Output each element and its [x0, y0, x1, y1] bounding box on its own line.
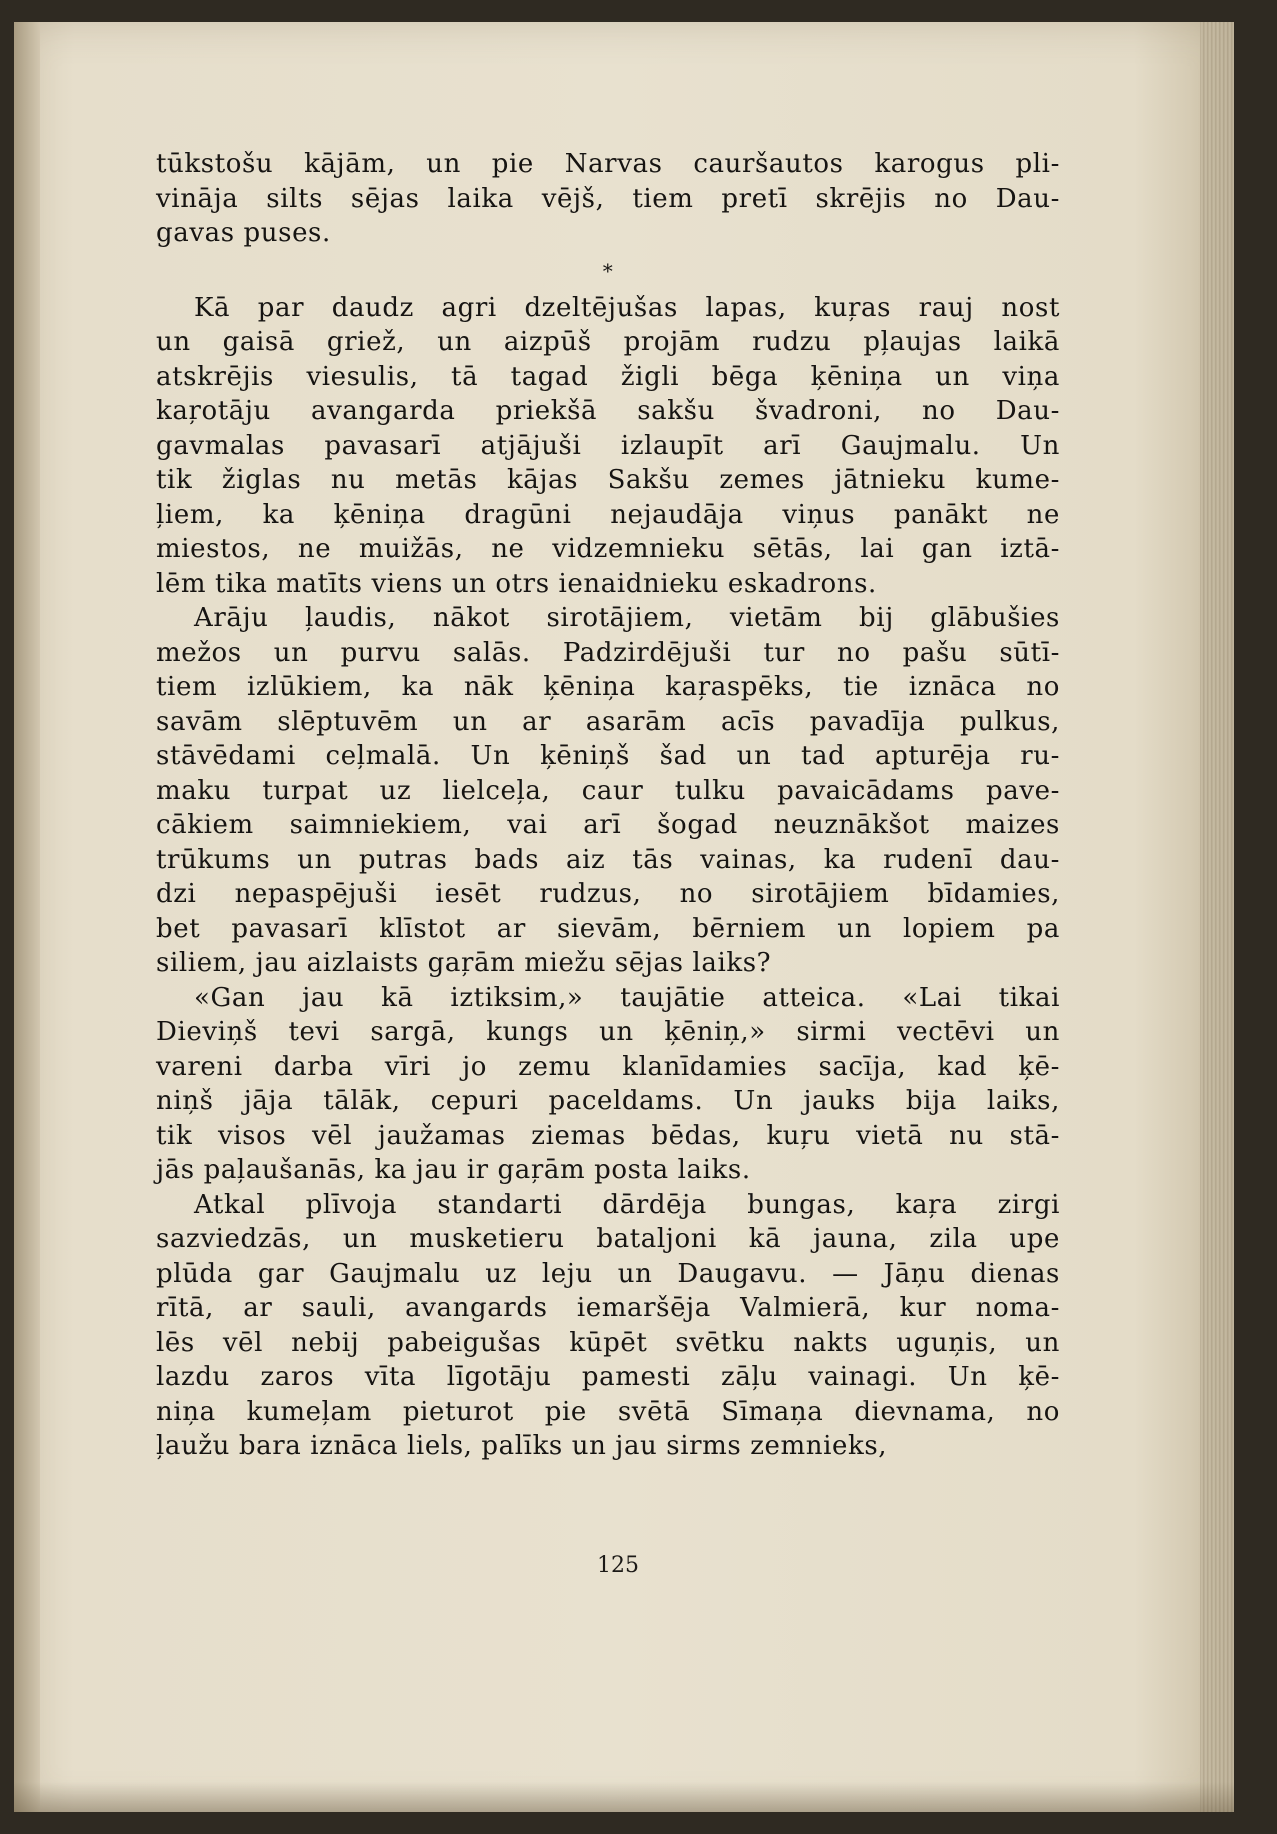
text-line: Dieviņš tevi sargā, kungs un ķēniņ,» sirmi vectēvi un — [156, 1017, 1060, 1047]
text-line: bet pavasarī klīstot ar sievām, bērniem un lopiem pa — [156, 913, 1060, 944]
text-line: niņa kumeļam pieturot pie svētā Sīmaņa dievnama, no — [156, 1396, 1060, 1427]
page-number: 125 — [597, 1553, 639, 1578]
text-line: stāvēdami ceļmalā. Un ķēniņš šad un tad apturēja ru- — [156, 741, 1060, 771]
text-line: Kā par daudz agri dzeltējušas lapas, kuŗas rauj nost — [194, 292, 1060, 323]
text-line: vināja silts sējas laika vējš, tiem pretī skrējis no Dau- — [156, 183, 1060, 214]
text-line: tiem izlūkiem, ka nāk ķēniņa kaŗaspēks, tie iznāca no — [156, 672, 1060, 702]
text-line: «Gan jau kā iztiksim,» taujātie atteica. «Lai tikai — [194, 982, 1060, 1013]
text-line: plūda gar Gaujmalu uz leju un Daugavu. — Jāņu dienas — [156, 1258, 1060, 1289]
body-text — [156, 147, 1060, 1464]
page-bottom-shadow — [14, 1782, 1234, 1812]
text-line: kaŗotāju avangarda priekšā sakšu švadroni, no Dau- — [156, 396, 1060, 426]
text-line: maku turpat uz lielceļa, caur tulku pavaicādams pave- — [156, 775, 1060, 806]
text-line: siliem, jau aizlaists gaŗām miežu sējas laiks? — [156, 948, 772, 978]
text-line: sazviedzās, un musketieru bataljoni kā jauna, zila upe — [156, 1224, 1060, 1254]
binding-edge — [14, 22, 40, 1812]
text-line: atskrējis viesulis, tā tagad žigli bēga ķēniņa un viņa — [156, 361, 1060, 392]
section-separator: * — [602, 258, 614, 283]
text-line: gavmalas pavasarī atjājuši izlaupīt arī Gaujmalu. Un — [156, 430, 1060, 461]
text-line: lazdu zaros vīta līgotāju pamesti zāļu vainagi. Un ķē- — [156, 1362, 1060, 1392]
text-line: tik visos vēl jaužamas ziemas bēdas, kuŗu vietā nu stā- — [156, 1120, 1060, 1151]
text-line: trūkums un putras bads aiz tās vainas, ka rudenī dau- — [156, 844, 1060, 875]
page-stack-edge — [1200, 22, 1234, 1812]
text-line: ļiem, ka ķēniņa dragūni nejaudāja viņus panākt ne — [156, 499, 1060, 530]
text-line: tūkstošu kājām, un pie Narvas cauršautos karogus pli- — [156, 149, 1060, 179]
text-line: mežos un purvu salās. Padzirdējuši tur no pašu sūtī- — [156, 637, 1060, 668]
text-line: jās paļaušanās, ka jau ir gaŗām posta laiks. — [156, 1155, 751, 1185]
text-line: un gaisā griež, un aizpūš projām rudzu pļaujas laikā — [156, 327, 1060, 357]
text-line: gavas puses. — [156, 218, 331, 248]
text-line: ļaužu bara iznāca liels, palīks un jau sirms zemnieks, — [156, 1431, 888, 1461]
text-line: vareni darba vīri jo zemu klanīdamies sacīja, kad ķē- — [156, 1051, 1060, 1082]
text-line: lēm tika matīts viens un otrs ienaidnieku eskadrons. — [156, 568, 877, 599]
text-line: dzi nepaspējuši iesēt rudzus, no sirotājiem bīdamies, — [156, 879, 1060, 909]
text-line: lēs vēl nebij pabeigušas kūpēt svētku nakts uguņis, un — [156, 1327, 1060, 1358]
text-line: savām slēptuvēm un ar asarām acīs pavadīja pulkus, — [156, 706, 1060, 737]
text-line: tik žiglas nu metās kājas Sakšu zemes jātnieku kume- — [156, 465, 1060, 495]
text-line: cākiem saimniekiem, vai arī šogad neuznākšot maizes — [156, 810, 1060, 840]
text-line: Atkal plīvoja standarti dārdēja bungas, kaŗa zirgi — [194, 1189, 1060, 1220]
text-line: niņš jāja tālāk, cepuri paceldams. Un jauks bija laiks, — [156, 1086, 1060, 1116]
text-line: rītā, ar sauli, avangards iemaršēja Valmierā, kur noma- — [156, 1293, 1060, 1323]
text-line: Arāju ļaudis, nākot sirotājiem, vietām bij glābušies — [194, 603, 1060, 633]
text-line: miestos, ne muižās, ne vidzemnieku sētās, lai gan iztā- — [156, 534, 1060, 564]
